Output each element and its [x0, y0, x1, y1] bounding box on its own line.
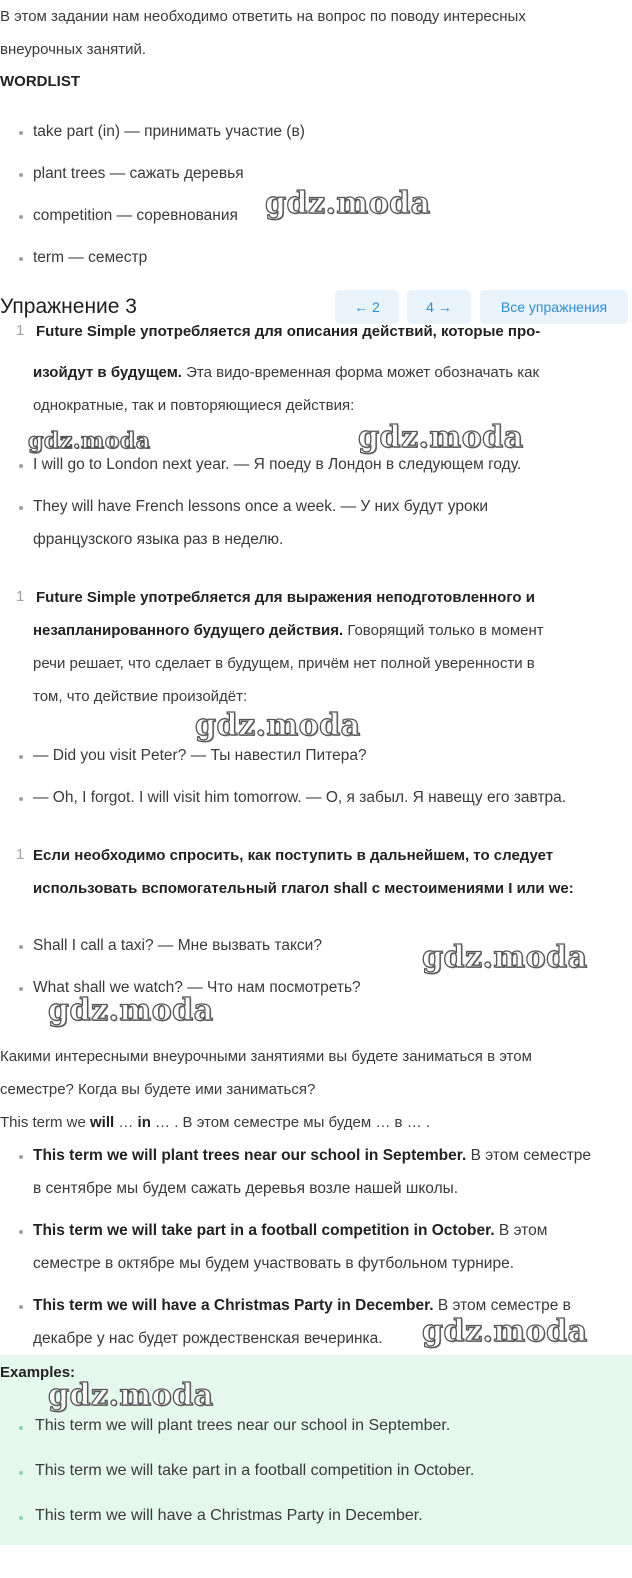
bullet: [19, 464, 23, 468]
wordlist-item: competition — соревнования: [33, 207, 238, 224]
answer-rest: В этом: [494, 1222, 548, 1239]
answer-pattern: [0, 1106, 430, 1139]
wordlist-item: term — семестр: [33, 249, 148, 266]
bullet: [19, 1230, 23, 1234]
answer-item: [33, 1214, 628, 1247]
example-item: Shall I call a taxi? — Мне вызвать такси?: [33, 937, 322, 954]
bullet: [19, 987, 23, 991]
grammar-line: Если необходимо спросить, как поступить в дальнейшем, то следует: [33, 847, 554, 864]
bullet: [19, 215, 23, 219]
bullet: [19, 173, 23, 177]
grammar-bold: изойдут в будущем.: [33, 364, 182, 381]
bullet: [19, 131, 23, 135]
watermark: gdz.moda: [48, 993, 214, 1028]
bullet: [19, 506, 23, 510]
bullet: [19, 1516, 23, 1520]
list-number: 1: [16, 588, 25, 605]
example-sentence: This term we will plant trees near our school in September.: [35, 1417, 451, 1434]
bullet: [19, 1305, 23, 1309]
intro-line-1: В этом задании нам необходимо ответить на вопрос по поводу интересных: [0, 8, 526, 25]
grammar-rest: Говорящий только в момент: [343, 622, 544, 639]
all-exercises-button[interactable]: Все упражнения: [480, 290, 628, 324]
example-item: They will have French lessons once a week. — У них будут уроки: [33, 498, 489, 515]
grammar-line: Future Simple употребляется для выражения неподготовленного и: [36, 589, 535, 606]
pattern-part: … . В этом семестре мы будем … в … .: [150, 1114, 431, 1131]
wordlist-item: take part (in) — принимать участие (в): [33, 123, 305, 140]
watermark: gdz.moda: [195, 708, 361, 743]
cut-line-clip: [0, 322, 632, 346]
watermark: gdz.moda: [48, 1378, 214, 1413]
example-item: — Did you visit Peter? — Ты навестил Питера?: [33, 747, 367, 764]
watermark: gdz.moda: [265, 186, 431, 221]
examples-heading: Examples:: [0, 1364, 76, 1381]
answer-item-cont: семестре в октябре мы будем участвовать в футбольном турнире.: [33, 1255, 514, 1272]
example-item: — Oh, I forgot. I will visit him tomorrow. — О, я забыл. Я навещу его завтра.: [33, 789, 567, 806]
pattern-part: …: [114, 1114, 138, 1131]
prev-exercise-button[interactable]: ← 2: [335, 290, 399, 324]
example-sentence: This term we will have a Christmas Party in December.: [35, 1507, 423, 1524]
answer-item-cont: в сентябре мы будем сажать деревья возле нашей школы.: [33, 1180, 459, 1197]
grammar-rest: Эта видо-временная форма может обозначать как: [181, 364, 540, 381]
watermark: gdz.moda: [422, 940, 588, 975]
pattern-bold: will: [90, 1114, 115, 1131]
answer-bold: This term we will take part in a football competition in October.: [33, 1222, 495, 1239]
next-exercise-button[interactable]: 4 →: [407, 290, 471, 324]
intro-line-2: внеурочных занятий.: [0, 41, 147, 58]
bullet: [19, 755, 23, 759]
bullet: [19, 257, 23, 261]
grammar-line: [33, 356, 539, 389]
answer-item: [33, 1139, 628, 1172]
grammar-line: речи решает, что сделает в будущем, причём нет полной уверенности в: [33, 655, 535, 672]
example-item-cont: французского языка раз в неделю.: [33, 531, 284, 548]
answer-bold: This term we will have a Christmas Party in December.: [33, 1297, 434, 1314]
wordlist-heading: WORDLIST: [0, 73, 80, 90]
list-number: 1: [16, 846, 25, 863]
example-item: I will go to London next year. — Я поеду в Лондон в следующем году.: [33, 456, 522, 473]
grammar-line: использовать вспомогательный глагол shall с местоимениями I или we:: [33, 880, 574, 897]
watermark: gdz.moda: [28, 428, 151, 454]
answer-rest: В этом семестре: [466, 1147, 592, 1164]
exercise-title: Упражнение 3: [0, 295, 137, 318]
bullet: [19, 1155, 23, 1159]
bullet: [19, 945, 23, 949]
answer-bold: This term we will plant trees near our school in September.: [33, 1147, 467, 1164]
bullet: [19, 1426, 23, 1430]
wordlist-item: plant trees — сажать деревья: [33, 165, 244, 182]
list-number: 1: [16, 322, 25, 339]
pattern-part: This term we: [0, 1114, 91, 1131]
grammar-line: однократные, так и повторяющиеся действия:: [33, 397, 355, 414]
bullet: [19, 797, 23, 801]
example-sentence: This term we will take part in a football competition in October.: [35, 1462, 475, 1479]
grammar-bold: незапланированного будущего действия.: [33, 622, 344, 639]
watermark: gdz.moda: [358, 420, 524, 455]
pattern-bold: in: [137, 1114, 151, 1131]
watermark: gdz.moda: [422, 1314, 588, 1349]
answer-rest: В этом семестре в: [433, 1297, 571, 1314]
cut-line: Future Simple употребляется для описания действий, которые про-: [36, 323, 541, 340]
grammar-line: [33, 614, 544, 647]
answer-item-cont: декабре у нас будет рождественская вечеринка.: [33, 1330, 383, 1347]
example-item: What shall we watch? — Что нам посмотреть?: [33, 979, 361, 996]
question-line-2: семестре? Когда вы будете ими заниматься?: [0, 1081, 316, 1098]
question-line-1: Какими интересными внеурочными занятиями вы будете заниматься в этом: [0, 1048, 532, 1065]
grammar-line: том, что действие произойдёт:: [33, 688, 248, 705]
bullet: [19, 1471, 23, 1475]
